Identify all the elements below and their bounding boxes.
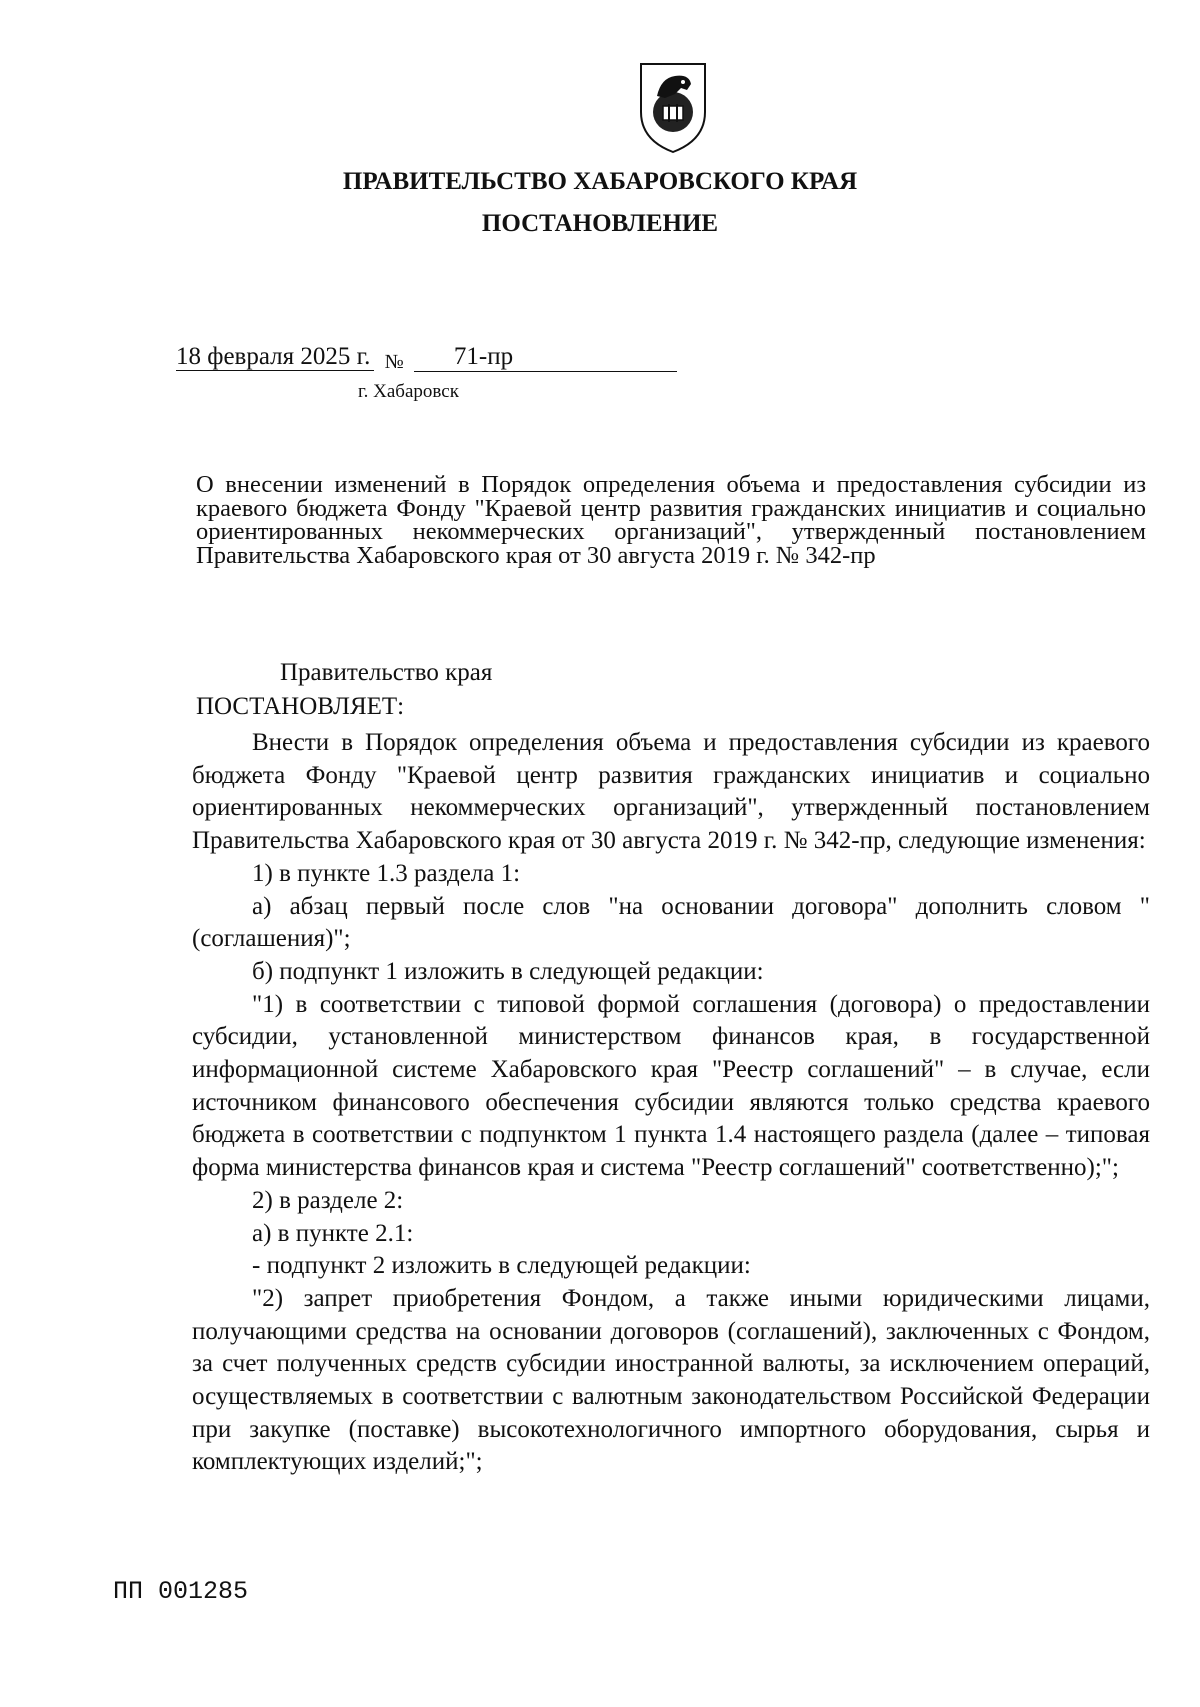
coat-of-arms-emblem — [635, 60, 711, 156]
document-date: 18 февраля 2025 г. — [176, 343, 374, 371]
form-serial-code: ПП 001285 — [113, 1577, 249, 1606]
registration-line — [176, 343, 677, 372]
body-paragraph: а) абзац первый после слов "на основании договора" дополнить словом "(соглашения)"; — [192, 892, 1150, 953]
body-paragraph: а) в пункте 2.1: — [252, 1219, 414, 1247]
organization-title: ПРАВИТЕЛЬСТВО ХАБАРОВСКОГО КРАЯ — [342, 168, 858, 195]
body-paragraph: 1) в пункте 1.3 раздела 1: — [252, 859, 521, 887]
body-paragraph: "1) в соответствии с типовой формой соглашения (договора) о предоставлении субсидии, установленной министерством финансов края, в государственной информационной системе Хабаровского края "Реестр соглашений" – в случае, если источником финансового обеспечения субсидии являются только средства краевого бюджета в соответствии с подпунктом 1 пункта 1.4 настоящего раздела (далее – типовая форма министерства финансов края и система "Реестр соглашений" соответственно);"; — [192, 990, 1150, 1182]
document-number: 71-пр — [414, 343, 677, 372]
body-paragraph: Внести в Порядок определения объема и предоставления субсидии из краевого бюджета Фонду "Краевой центр развития гражданских инициатив и социально ориентированных некоммерческих организаций", утвержденный постановлением Правительства Хабаровского края от 30 августа 2019 г. № 342-пр, следующие изменения: — [192, 729, 1150, 855]
body-paragraph: б) подпункт 1 изложить в следующей редакции: — [252, 957, 764, 985]
document-type: ПОСТАНОВЛЕНИЕ — [481, 210, 719, 237]
decree-verb: ПОСТАНОВЛЯЕТ: — [196, 693, 405, 720]
number-label: № — [384, 351, 404, 373]
city-name: г. Хабаровск — [358, 381, 459, 402]
document-body — [192, 727, 1150, 1479]
body-paragraph: - подпункт 2 изложить в следующей редакции: — [252, 1252, 751, 1280]
issuer-line: Правительство края — [280, 659, 493, 686]
body-paragraph: "2) запрет приобретения Фондом, а также иными юридическими лицами, получающими средства на основании договоров (соглашений), заключенных с Фондом, за счет полученных средств субсидии иностранной валюты, за исключением операций, осуществляемых в соответствии с валютным законодательством Российской Федерации при закупке (поставке) высокотехнологичного импортного оборудования, сырья и комплектующих изделий;"; — [192, 1284, 1150, 1476]
document-subject: О внесении изменений в Порядок определения объема и предоставления субсидии из краевого бюджета Фонду "Краевой центр развития гражданских инициатив и социально ориентированных некоммерческих организаций", утвержденный постановлением Правительства Хабаровского края от 30 августа 2019 г. № 342-пр — [196, 471, 1146, 569]
body-paragraph: 2) в разделе 2: — [252, 1186, 404, 1214]
